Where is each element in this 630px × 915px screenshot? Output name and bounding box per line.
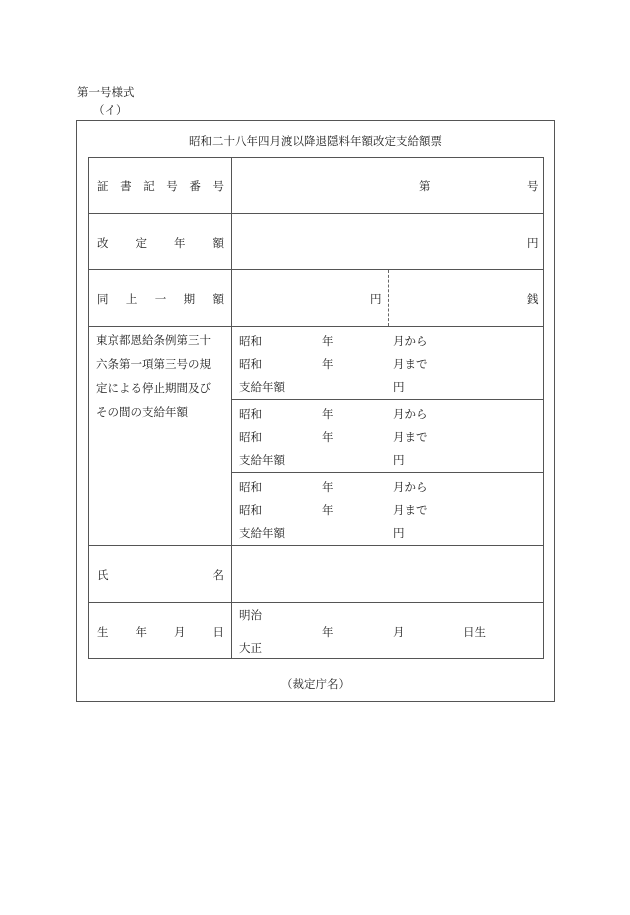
birth-era-taisho: 大正 <box>239 641 262 655</box>
period-amount-label: 同 上 一 期 額 <box>97 292 224 306</box>
certificate-go: 号 <box>527 179 539 193</box>
birth-year: 年 <box>322 625 334 639</box>
certificate-dai: 第 <box>419 179 431 193</box>
birth-era-meiji: 明治 <box>239 608 262 622</box>
period-amount-sen: 銭 <box>527 292 539 306</box>
name-label: 氏 名 <box>97 568 224 582</box>
form-title: 昭和二十八年四月渡以降退隠料年額改定支給額票 <box>189 134 442 148</box>
revised-amount-label: 改 定 年 額 <box>97 236 224 250</box>
revised-amount-yen: 円 <box>527 236 539 250</box>
period-amount-yen: 円 <box>370 292 382 306</box>
birth-month: 月 <box>393 625 405 639</box>
suspension-label: 東京都恩給条例第三十 六条第一項第三号の規 定による停止期間及び その間の支給年額 <box>96 333 211 419</box>
certificate-number-label: 証 書 記 号 番 号 <box>97 179 224 193</box>
form-number: 第一号様式 <box>77 85 135 99</box>
adjudicating-office-name: （裁定庁名） <box>281 677 350 691</box>
birth-date-label: 生 年 月 日 <box>97 625 224 639</box>
form-sub-label: （イ） <box>93 103 128 117</box>
birth-day: 日生 <box>463 625 486 639</box>
